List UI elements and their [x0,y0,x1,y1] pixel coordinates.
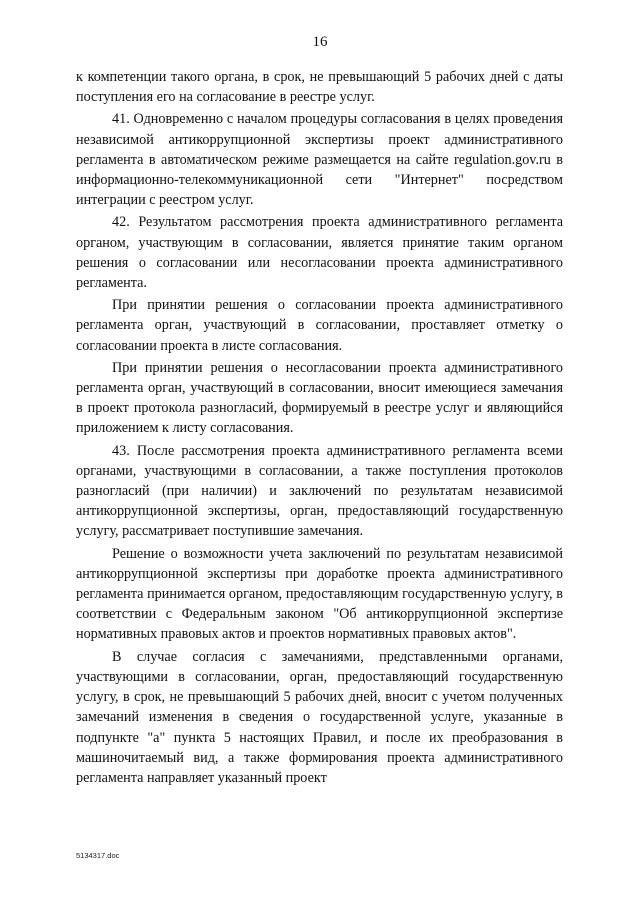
paragraph-expertise-decision: Решение о возможности учета заключений по результатам независимой антикоррупционной экспертизы при доработке проекта административного регламента принимается органом, предоставляющим государственную услугу, в соответствии с Федеральным законом "Об антикоррупционной экспертизе нормативных правовых актов и проектов нормативных правовых актов". [76,545,563,643]
paragraph-42: 42. Результатом рассмотрения проекта административного регламента органом, участвующим в согласовании, является принятие таким органом решения о согласовании или несогласовании проекта административного регламента. [76,214,563,292]
paragraph-approval: При принятии решения о согласовании проекта административного регламента орган, участвующий в согласовании, проставляет отметку о согласовании проекта в листе согласования. [76,297,563,354]
paragraph-disapproval: При принятии решения о несогласовании проекта административного регламента орган, участвующий в согласовании, вносит имеющиеся замечания в проект протокола разногласий, формируемый в реестре услуг и являющийся приложением к листу согласования. [76,359,563,437]
page-number: 16 [312,34,328,50]
file-name-footer: 5134317.doc [76,851,120,860]
paragraph-agreement-case: В случае согласия с замечаниями, представленными органами, участвующими в согласовании, орган, предоставляющий государственную услугу, в срок, не превышающий 5 рабочих дней, вносит с учетом полученных замечаний изменения в сведения о государственной услуге, указанные в подпункте "а" пункта 5 настоящих Правил, и после их преобразования в машиночитаемый вид, а также формирования проекта административного регламента направляет указанный проект [76,648,563,786]
paragraph-41: 41. Одновременно с началом процедуры согласования в целях проведения независимой антикоррупционной экспертизы проект административного регламента в автоматическом режиме размещается на сайте regulation.gov.ru в информационно-телекоммуникационной сети "Интернет" посредством интеграции с реестром услуг. [76,111,563,209]
paragraph-continuation: к компетенции такого органа, в срок, не превышающий 5 рабочих дней с даты поступления его на согласование в реестре услуг. [76,69,563,106]
paragraph-43: 43. После рассмотрения проекта административного регламента всеми органами, участвующими в согласовании, а также поступления протоколов разногласий (при наличии) и заключений по результатам независимой антикоррупционной экспертизы, орган, предоставляющий государственную услугу, рассматривает поступившие замечания. [76,442,563,540]
document-body [76,67,563,790]
